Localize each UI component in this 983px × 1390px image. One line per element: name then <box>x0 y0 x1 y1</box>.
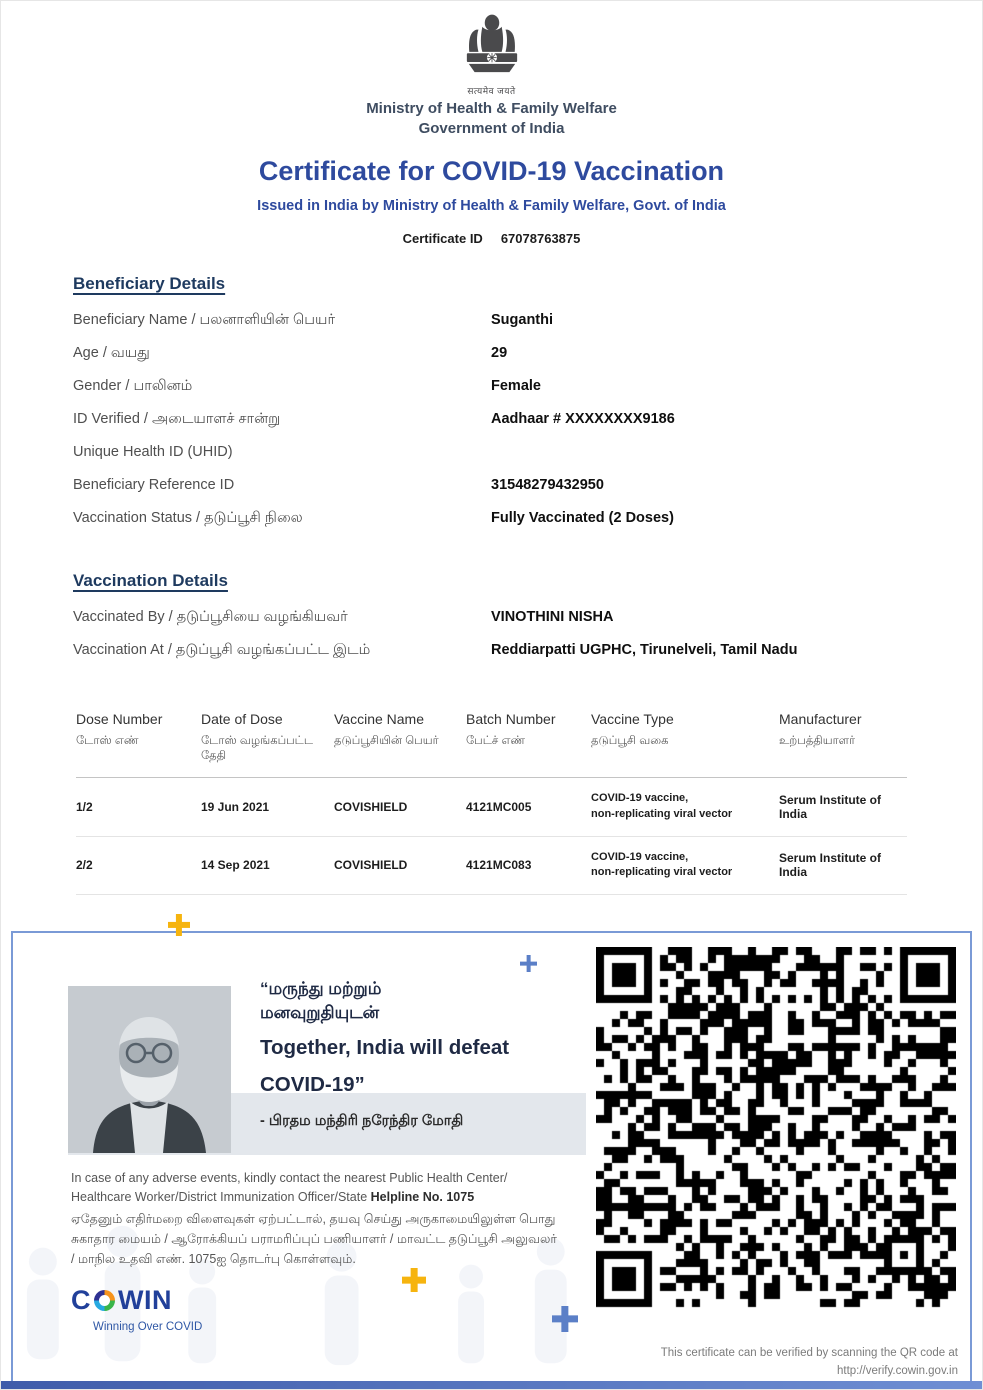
dose-table <box>76 711 907 896</box>
col-batch-number: Batch Number பேட்ச் எண் <box>466 710 556 747</box>
field-value: VINOTHINI NISHA <box>491 608 614 625</box>
bottom-accent-bar <box>1 1381 982 1389</box>
field-vaccination-status <box>73 510 910 543</box>
dose-row-1 <box>76 778 907 837</box>
col-vaccine-name: Vaccine Name தடுப்பூசியின் பெயர் <box>334 710 439 747</box>
field-id-verified <box>73 411 910 444</box>
field-value: Suganthi <box>491 311 554 328</box>
adverse-events-text-english: In case of any adverse events, kindly contact the nearest Public Health Center/ Healthcare Worker/District Immunization Officer/State Helpline No. 1075 <box>71 1171 508 1205</box>
emblem-motto: सत्यमेव जयते <box>467 86 516 96</box>
footer <box>11 931 972 1381</box>
government-name: Government of India <box>418 119 565 137</box>
field-age <box>73 345 910 378</box>
quote-attribution: - பிரதம மந்திரி நரேந்திர மோதி <box>260 1113 464 1129</box>
col-manufacturer: Manufacturer உற்பத்தியாளர் <box>779 710 862 747</box>
dose-row-2 <box>76 837 907 896</box>
field-label: Beneficiary Reference ID <box>73 476 235 493</box>
dose-table-header <box>76 711 907 778</box>
cell-vaccine: COVISHIELD <box>334 858 408 873</box>
field-label: Vaccination At / தடுப்பூசி வழங்கப்பட்ட இடம் <box>73 641 371 658</box>
cell-date: 19 Jun 2021 <box>201 799 270 814</box>
cell-batch: 4121MC083 <box>466 858 532 873</box>
qr-code-canvas <box>596 947 956 1315</box>
quote-tamil-line1: “மருந்து மற்றும் <box>260 979 382 998</box>
quote-tamil-line2: மனவுறுதியுடன் <box>260 1002 380 1022</box>
field-label: Age / வயது <box>73 344 150 361</box>
details-section <box>1 274 982 675</box>
qr-code <box>590 941 962 1321</box>
certificate-subtitle: Issued in India by Ministry of Health & Family Welfare, Govt. of India <box>257 197 726 214</box>
field-vaccinated-by <box>73 609 910 642</box>
field-value: Female <box>491 377 541 394</box>
national-emblem-icon <box>463 11 521 97</box>
pm-quote <box>260 977 570 1097</box>
cowin-logo <box>71 1285 202 1333</box>
plus-decoration-icon <box>520 955 537 972</box>
field-value: Fully Vaccinated (2 Doses) <box>491 509 674 526</box>
field-label: ID Verified / அடையாளச் சான்று <box>73 410 281 427</box>
certificate-id-value: 67078763875 <box>500 230 581 246</box>
cowin-logo-c: C <box>71 1285 91 1315</box>
field-value: 29 <box>491 344 508 361</box>
beneficiary-details-heading: Beneficiary Details <box>73 273 226 293</box>
field-label: Vaccination Status / தடுப்பூசி நிலை <box>73 509 303 526</box>
certificate-id <box>1 231 982 246</box>
adverse-events-text-tamil: ஏதேனும் எதிர்மறை விளைவுகள் ஏற்பட்டால், தயவு செய்து அருகாமையிலுள்ள பொது சுகாதார மையம் / ஆரோக்கியப் பராமரிப்புப் பணியாளர் / மாவட்ட தடுப்பூசி அலுவலர் / மாநில உதவி எண். 1075ஐ தொடர்பு கொள்ளவும். <box>71 1212 557 1266</box>
cell-type: COVID-19 vaccine, non-replicating viral vector <box>591 791 733 820</box>
cell-manufacturer: Serum Institute of India <box>779 851 882 880</box>
cowin-tagline: Winning Over COVID <box>93 1321 203 1333</box>
col-date-of-dose: Date of Dose டோஸ் வழங்கப்பட்ட தேதி <box>201 710 313 763</box>
field-reference-id <box>73 477 910 510</box>
cowin-logo-win: WIN <box>118 1285 172 1315</box>
plus-decoration-icon <box>168 914 190 936</box>
field-label: Beneficiary Name / பலனாளியின் பெயர் <box>73 311 336 328</box>
col-vaccine-type: Vaccine Type தடுப்பூசி வகை <box>591 710 674 747</box>
field-gender <box>73 378 910 411</box>
verify-line1: This certificate can be verified by scanning the QR code at <box>660 1347 958 1359</box>
cell-dose: 2/2 <box>76 858 93 873</box>
verify-line2: http://verify.cowin.gov.in <box>836 1364 958 1377</box>
pm-photo <box>68 986 231 1153</box>
quote-english-line2: COVID-19” <box>260 1072 365 1096</box>
cell-vaccine: COVISHIELD <box>334 799 408 814</box>
field-uhid <box>73 444 910 477</box>
certificate-title: Certificate for COVID-19 Vaccination <box>258 155 725 186</box>
vaccination-details-heading: Vaccination Details <box>73 570 228 590</box>
certificate-header <box>1 1 982 246</box>
field-value: Aadhaar # XXXXXXXX9186 <box>491 410 675 427</box>
plus-decoration-icon <box>552 1306 578 1332</box>
cell-manufacturer: Serum Institute of India <box>779 792 882 821</box>
ministry-name: Ministry of Health & Family Welfare <box>366 100 617 117</box>
field-label: Unique Health ID (UHID) <box>73 443 233 460</box>
plus-decoration-icon <box>402 1268 426 1292</box>
cell-type: COVID-19 vaccine, non-replicating viral vector <box>591 850 733 879</box>
verify-instructions <box>661 1345 958 1381</box>
field-vaccinated-at <box>73 642 910 675</box>
field-value: 31548279432950 <box>491 476 604 493</box>
certificate-id-label: Certificate ID <box>402 230 483 246</box>
field-label: Vaccinated By / தடுப்பூசியை வழங்கியவர் <box>73 608 348 625</box>
cell-dose: 1/2 <box>76 799 93 814</box>
field-label: Gender / பாலினம் <box>73 377 193 394</box>
field-beneficiary-name <box>73 312 910 345</box>
helpline-number: Helpline No. 1075 <box>370 1190 475 1205</box>
cell-date: 14 Sep 2021 <box>201 858 270 873</box>
field-value: Reddiarpatti UGPHC, Tirunelveli, Tamil Nadu <box>491 641 798 658</box>
quote-english-line1: Together, India will defeat <box>260 1035 510 1059</box>
cowin-logo-o-icon <box>94 1290 115 1311</box>
col-dose-number: Dose Number டோஸ் எண் <box>76 710 163 747</box>
cell-batch: 4121MC005 <box>466 799 532 814</box>
